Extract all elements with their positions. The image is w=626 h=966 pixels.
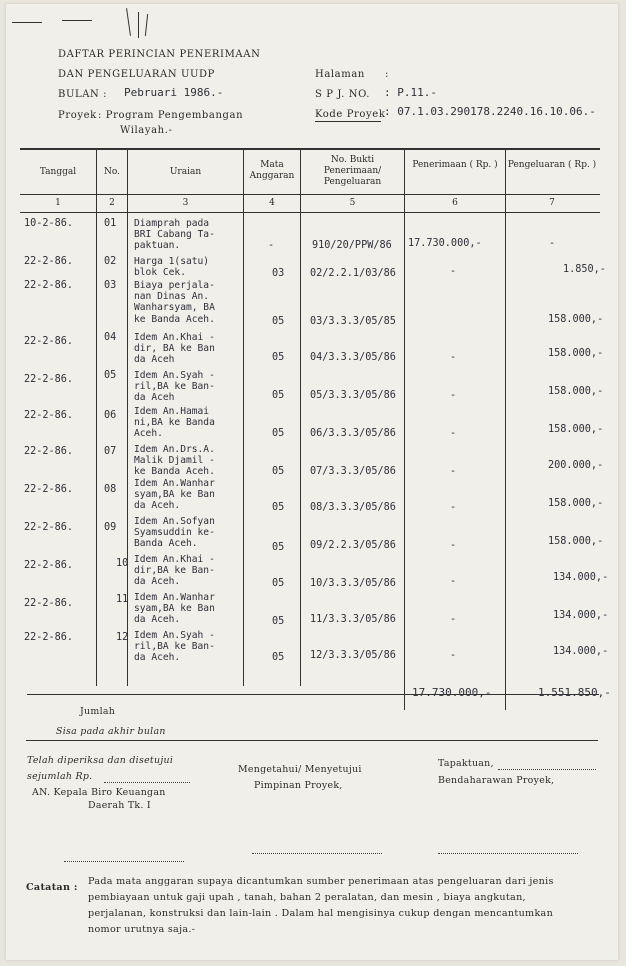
- proyek-value-1: : Program Pengembangan: [98, 110, 244, 121]
- col-header-pengeluaran: Pengeluaran ( Rp. ): [507, 160, 597, 170]
- cell-no-bukti: 09/2.2.3/05/86: [310, 540, 396, 551]
- title-line-1: DAFTAR PERINCIAN PENERIMAAN: [58, 49, 261, 60]
- catatan-line: pembiayaan untuk gaji upah , tanah, bahan 2 peralatan, dan mesin , biaya angkutan,: [88, 892, 526, 903]
- cell-pengeluaran: 158.000,-: [548, 386, 604, 397]
- col-divider: [243, 150, 244, 686]
- cell-penerimaan: -: [450, 614, 457, 625]
- cell-pengeluaran: 1.850,-: [563, 264, 606, 275]
- place-label: Tapaktuan,: [438, 758, 494, 769]
- margin-mark: [62, 20, 92, 21]
- cell-no: 03: [104, 280, 117, 291]
- table-bottom-border: [27, 694, 599, 695]
- jumlah-label: Jumlah: [80, 706, 116, 717]
- cell-uraian: Idem An.Wanhar syam,BA ke Ban da Aceh.: [134, 592, 215, 626]
- header-divider: [20, 194, 600, 195]
- kode-underline: [315, 121, 381, 122]
- cell-penerimaan: -: [450, 540, 457, 551]
- col-divider: [96, 150, 97, 686]
- cell-pengeluaran: 134.000,-: [553, 646, 609, 657]
- bulan-value: Pebruari 1986.-: [124, 86, 224, 99]
- cell-uraian: Idem An.Sofyan Syamsuddin ke- Banda Aceh.: [134, 516, 215, 550]
- cell-no: 08: [104, 484, 117, 495]
- cell-penerimaan: -: [450, 466, 457, 477]
- cell-pengeluaran: 158.000,-: [548, 536, 604, 547]
- spj-label: S P J. NO.: [315, 89, 371, 100]
- cell-pengeluaran: 134.000,-: [553, 572, 609, 583]
- cell-no-bukti: 03/3.3.3/05/85: [310, 316, 396, 327]
- cell-penerimaan: -: [450, 352, 457, 363]
- cell-pengeluaran: 134.000,-: [553, 610, 609, 621]
- cell-mata-anggaran: 05: [272, 652, 285, 663]
- cell-mata-anggaran: 05: [272, 502, 285, 513]
- cell-mata-anggaran: 03: [272, 268, 285, 279]
- col-header-uraian: Uraian: [169, 167, 202, 177]
- cell-no: 07: [104, 446, 117, 457]
- cell-tanggal: 22-2-86.: [24, 256, 74, 267]
- cell-pengeluaran: 158.000,-: [548, 314, 604, 325]
- cell-mata-anggaran: 05: [272, 316, 285, 327]
- cell-tanggal: 22-2-86.: [24, 632, 74, 643]
- margin-mark: [12, 22, 42, 23]
- halaman-label: Halaman: [315, 69, 365, 80]
- catatan-line: perjalanan, konstruksi dan lain-lain . Dalam hal mengisinya cukup dengan mencantumkan: [88, 908, 554, 919]
- cell-uraian: Idem An.Khai - dir, BA ke Ban da Aceh: [134, 332, 215, 366]
- amount-dotted-line: [104, 781, 190, 783]
- cell-pengeluaran: 158.000,-: [548, 348, 604, 359]
- cell-uraian: Idem An.Wanhar syam,BA ke Ban da Aceh.: [134, 478, 215, 512]
- col-divider: [505, 150, 506, 710]
- cell-tanggal: 22-2-86.: [24, 374, 74, 385]
- cell-pengeluaran: 158.000,-: [548, 424, 604, 435]
- cell-no-bukti: 10/3.3.3/05/86: [310, 578, 396, 589]
- cell-no-bukti: 02/2.2.1/03/86: [310, 268, 396, 279]
- catatan-text: [88, 874, 608, 938]
- kode-proyek-value: : 07.1.03.290178.2240.16.10.06.-: [384, 105, 596, 118]
- col-header-no: No.: [104, 167, 120, 177]
- col-number: 6: [452, 198, 458, 208]
- cell-mata-anggaran: 05: [272, 390, 285, 401]
- cell-no-bukti: 04/3.3.3/05/86: [310, 352, 396, 363]
- cell-no-bukti: 08/3.3.3/05/86: [310, 502, 396, 513]
- cell-tanggal: 22-2-86.: [24, 336, 74, 347]
- col-number: 5: [349, 198, 356, 208]
- verified-label: Telah diperiksa dan disetujui: [27, 755, 174, 766]
- signer-right-title: Bendaharawan Proyek,: [438, 775, 555, 786]
- cell-no: 04: [104, 332, 117, 343]
- col-number: 4: [269, 198, 275, 208]
- cell-tanggal: 22-2-86.: [24, 410, 74, 421]
- cell-no: 09: [104, 522, 117, 533]
- cell-no: 11: [116, 594, 129, 605]
- cell-pengeluaran: -: [549, 238, 556, 249]
- cell-uraian: Idem An.Syah - ril,BA ke Ban- da Aceh.: [134, 630, 215, 664]
- col-header-tanggal: Tanggal: [39, 167, 77, 177]
- cell-penerimaan: -: [450, 428, 457, 439]
- cell-mata-anggaran: 05: [272, 542, 285, 553]
- signer-mid-title: Mengetahui/ Menyetujui: [238, 764, 362, 775]
- sisa-label: Sisa pada akhir bulan: [56, 726, 166, 737]
- table-top-border: [20, 148, 600, 150]
- date-dotted-line: [498, 768, 596, 770]
- cell-tanggal: 10-2-86.: [24, 218, 74, 229]
- cell-pengeluaran: 200.000,-: [548, 460, 604, 471]
- col-divider: [404, 150, 405, 710]
- signer-mid-subtitle: Pimpinan Proyek,: [254, 780, 343, 791]
- col-divider: [127, 150, 128, 686]
- signature-line-left: [64, 860, 184, 862]
- cell-no: 06: [104, 410, 117, 421]
- col-header-penerimaan: Penerimaan ( Rp. ): [412, 160, 498, 170]
- amount-label: sejumlah Rp.: [27, 771, 93, 782]
- proyek-label: Proyek: [58, 110, 97, 121]
- signer-left-title: AN. Kepala Biro Keuangan: [32, 787, 166, 798]
- title-line-2: DAN PENGELUARAN UUDP: [58, 69, 215, 80]
- jumlah-penerimaan: 17.730.000,-: [412, 686, 492, 699]
- col-header-mata-anggaran: Mata Anggaran: [249, 160, 295, 181]
- cell-penerimaan: -: [450, 266, 457, 277]
- col-number: 1: [55, 198, 61, 208]
- cell-tanggal: 22-2-86.: [24, 484, 74, 495]
- cell-uraian: Diamprah pada BRI Cabang Ta- paktuan.: [134, 218, 215, 252]
- cell-penerimaan: -: [450, 502, 457, 513]
- cell-tanggal: 22-2-86.: [24, 598, 74, 609]
- cell-tanggal: 22-2-86.: [24, 280, 74, 291]
- signature-line-mid: [252, 852, 382, 854]
- spj-value: : P.11.-: [384, 86, 437, 99]
- signer-left-subtitle: Daerah Tk. I: [88, 800, 151, 811]
- bulan-label: BULAN :: [58, 89, 108, 100]
- cell-no: 12: [116, 632, 129, 643]
- proyek-value-2: Wilayah.-: [120, 125, 173, 136]
- cell-no-bukti: 11/3.3.3/05/86: [310, 614, 396, 625]
- cell-penerimaan: -: [450, 650, 457, 661]
- cell-no: 05: [104, 370, 117, 381]
- cell-mata-anggaran: 05: [272, 616, 285, 627]
- cell-mata-anggaran: -: [268, 240, 275, 251]
- cell-uraian: Biaya perjala- nan Dinas An. Wanharsyam, BA ke Banda Aceh.: [134, 280, 215, 325]
- catatan-label: Catatan :: [26, 882, 78, 893]
- pen-mark: [138, 12, 139, 38]
- cell-penerimaan: -: [450, 390, 457, 401]
- cell-penerimaan: -: [450, 576, 457, 587]
- kode-proyek-label: Kode Proyek: [315, 109, 386, 120]
- col-number: 2: [109, 198, 115, 208]
- cell-no-bukti: 05/3.3.3/05/86: [310, 390, 396, 401]
- jumlah-pengeluaran: 1.551.850,-: [538, 686, 611, 699]
- footer-divider: [26, 740, 598, 741]
- cell-uraian: Idem An.Hamai ni,BA ke Banda Aceh.: [134, 406, 215, 440]
- col-number-divider: [20, 212, 600, 213]
- signature-line-right: [438, 852, 578, 854]
- cell-mata-anggaran: 05: [272, 352, 285, 363]
- col-number: 3: [182, 198, 189, 208]
- cell-no-bukti: 07/3.3.3/05/86: [310, 466, 396, 477]
- cell-pengeluaran: 158.000,-: [548, 498, 604, 509]
- catatan-line: nomor urutnya saja.-: [88, 924, 196, 935]
- cell-tanggal: 22-2-86.: [24, 560, 74, 571]
- catatan-line: Pada mata anggaran supaya dicantumkan sumber penerimaan atas pengeluaran dari jenis: [88, 876, 554, 887]
- cell-no: 02: [104, 256, 117, 267]
- cell-no: 01: [104, 218, 117, 229]
- halaman-value: :: [385, 69, 389, 80]
- cell-penerimaan: 17.730.000,-: [408, 238, 482, 249]
- col-header-no-bukti: No. Bukti Penerimaan/ Pengeluaran: [323, 155, 382, 187]
- cell-tanggal: 22-2-86.: [24, 446, 74, 457]
- col-number: 7: [549, 198, 555, 208]
- cell-no-bukti: 12/3.3.3/05/86: [310, 650, 396, 661]
- cell-uraian: Idem An.Khai - dir,BA ke Ban- da Aceh.: [134, 554, 215, 588]
- cell-mata-anggaran: 05: [272, 466, 285, 477]
- col-divider: [300, 150, 301, 686]
- cell-uraian: Harga 1(satu) blok Cek.: [134, 256, 210, 279]
- cell-no-bukti: 910/20/PPW/86: [312, 240, 392, 251]
- cell-tanggal: 22-2-86.: [24, 522, 74, 533]
- cell-mata-anggaran: 05: [272, 578, 285, 589]
- cell-uraian: Idem An.Drs.A. Malik Djamil - ke Banda Aceh.: [134, 444, 215, 478]
- cell-mata-anggaran: 05: [272, 428, 285, 439]
- cell-no-bukti: 06/3.3.3/05/86: [310, 428, 396, 439]
- cell-no: 10: [116, 558, 129, 569]
- cell-uraian: Idem An.Syah - ril,BA ke Ban- da Aceh: [134, 370, 215, 404]
